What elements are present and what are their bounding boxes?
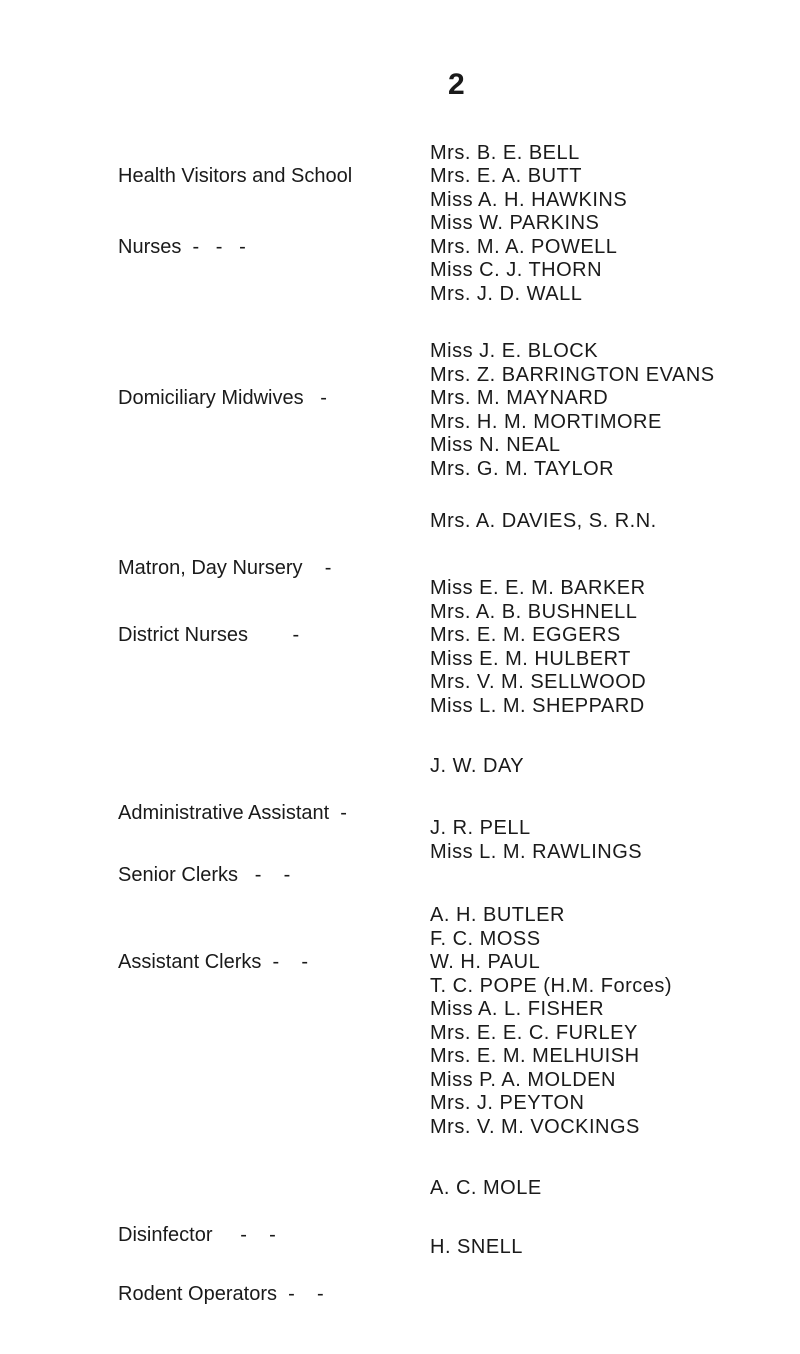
section-label	[118, 118, 352, 306]
label-line: Administrative Assistant -	[118, 802, 347, 824]
label-line: Health Visitors and School	[118, 165, 353, 187]
label-line: Nurses - - -	[118, 235, 246, 258]
label-line: Disinfector - -	[118, 1224, 276, 1246]
name-list	[430, 755, 524, 779]
name-entry: Miss A. H. HAWKINS	[430, 188, 628, 211]
name-entry: Miss A. L. FISHER	[430, 998, 605, 1020]
label-line: Senior Clerks - -	[118, 864, 291, 886]
name-entry: J. W. DAY	[430, 755, 525, 777]
name-list	[430, 577, 646, 718]
name-entry: Miss E. M. HULBERT	[430, 647, 631, 670]
name-entry: Mrs. H. M. MORTIMORE	[430, 410, 662, 433]
name-entry: Miss C. J. THORN	[430, 259, 603, 281]
name-entry: T. C. POPE (H.M. Forces)	[430, 974, 673, 997]
name-list	[430, 510, 657, 534]
name-list	[430, 142, 627, 307]
name-entry: H. SNELL	[430, 1236, 523, 1258]
name-entry: Miss J. E. BLOCK	[430, 340, 599, 362]
name-entry: A. H. BUTLER	[430, 904, 565, 926]
name-entry: Mrs. E. M. EGGERS	[430, 624, 621, 646]
name-list	[430, 340, 715, 481]
label-line: District Nurses -	[118, 624, 300, 646]
section-label	[118, 340, 327, 458]
name-entry: Mrs. Z. BARRINGTON EVANS	[430, 363, 715, 386]
name-entry: Mrs. V. M. VOCKINGS	[430, 1115, 640, 1138]
name-entry: Mrs. M. A. POWELL	[430, 235, 618, 258]
name-entry: Mrs. M. MAYNARD	[430, 387, 609, 409]
name-entry: Miss P. A. MOLDEN	[430, 1068, 616, 1091]
name-entry: Miss N. NEAL	[430, 434, 561, 456]
name-entry: A. C. MOLE	[430, 1177, 542, 1199]
name-list	[430, 1177, 542, 1201]
name-entry: Mrs. G. M. TAYLOR	[430, 457, 615, 480]
name-entry: Mrs. E. A. BUTT	[430, 165, 582, 187]
section-label	[118, 1236, 324, 1354]
name-entry: Miss L. M. RAWLINGS	[430, 840, 643, 863]
name-entry: Miss E. E. M. BARKER	[430, 577, 646, 599]
name-entry: Miss W. PARKINS	[430, 212, 600, 234]
label-line: Domiciliary Midwives -	[118, 387, 327, 409]
label-line: Matron, Day Nursery -	[118, 557, 332, 579]
label-line: Rodent Operators - -	[118, 1283, 324, 1305]
name-entry: W. H. PAUL	[430, 951, 541, 973]
name-entry: Mrs. E. M. MELHUISH	[430, 1045, 640, 1067]
page-number: 2	[448, 68, 465, 101]
name-entry: J. R. PELL	[430, 817, 531, 839]
name-entry: Mrs. E. E. C. FURLEY	[430, 1021, 638, 1044]
name-list	[430, 817, 642, 864]
name-entry: Mrs. J. PEYTON	[430, 1092, 585, 1114]
section-label	[118, 904, 308, 1022]
name-entry: Mrs. B. E. BELL	[430, 141, 580, 164]
name-entry: Mrs. A. B. BUSHNELL	[430, 600, 638, 623]
name-entry: Mrs. V. M. SELLWOOD	[430, 671, 647, 693]
section-label	[118, 577, 299, 695]
name-entry: Miss L. M. SHEPPARD	[430, 694, 645, 717]
name-entry: Mrs. J. D. WALL	[430, 282, 583, 305]
name-list	[430, 1236, 523, 1260]
label-line: Assistant Clerks - -	[118, 951, 309, 973]
name-entry: Mrs. A. DAVIES, S. R.N.	[430, 510, 657, 532]
name-entry: F. C. MOSS	[430, 927, 541, 950]
name-list	[430, 904, 672, 1139]
